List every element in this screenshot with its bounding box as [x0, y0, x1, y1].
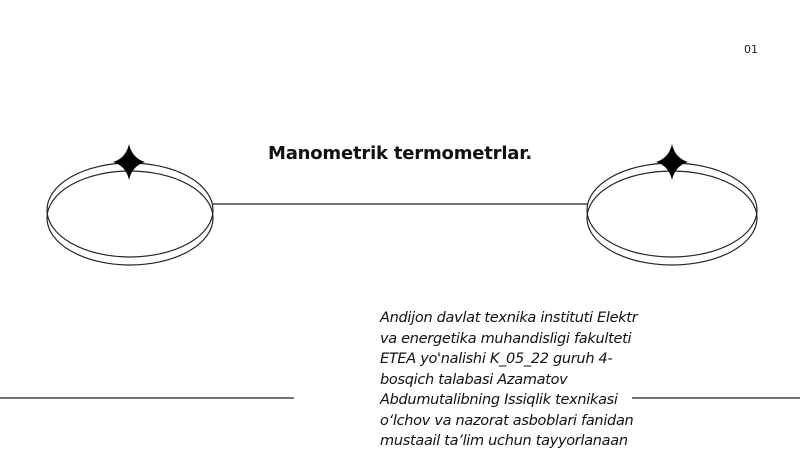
- page-number: 01: [744, 43, 758, 56]
- slide-description: Andijon davlat texnika instituti Elektr va energetika muhandisligi fakulteti ETEA yo'nalishi K_05_22 guruh 4- bosqich talabasi Azamatov Abdumutalibning Issiqlik texnikasi o‘lchov va nazorat asboblari fanidan mustaail ta’lim uchun tayyorlanaan: [380, 310, 638, 449]
- left-ring-decoration: [47, 163, 213, 265]
- right-star-icon: [656, 144, 688, 180]
- left-star-icon: [113, 144, 145, 180]
- slide-title: Manometrik termometrlar.: [267, 143, 532, 164]
